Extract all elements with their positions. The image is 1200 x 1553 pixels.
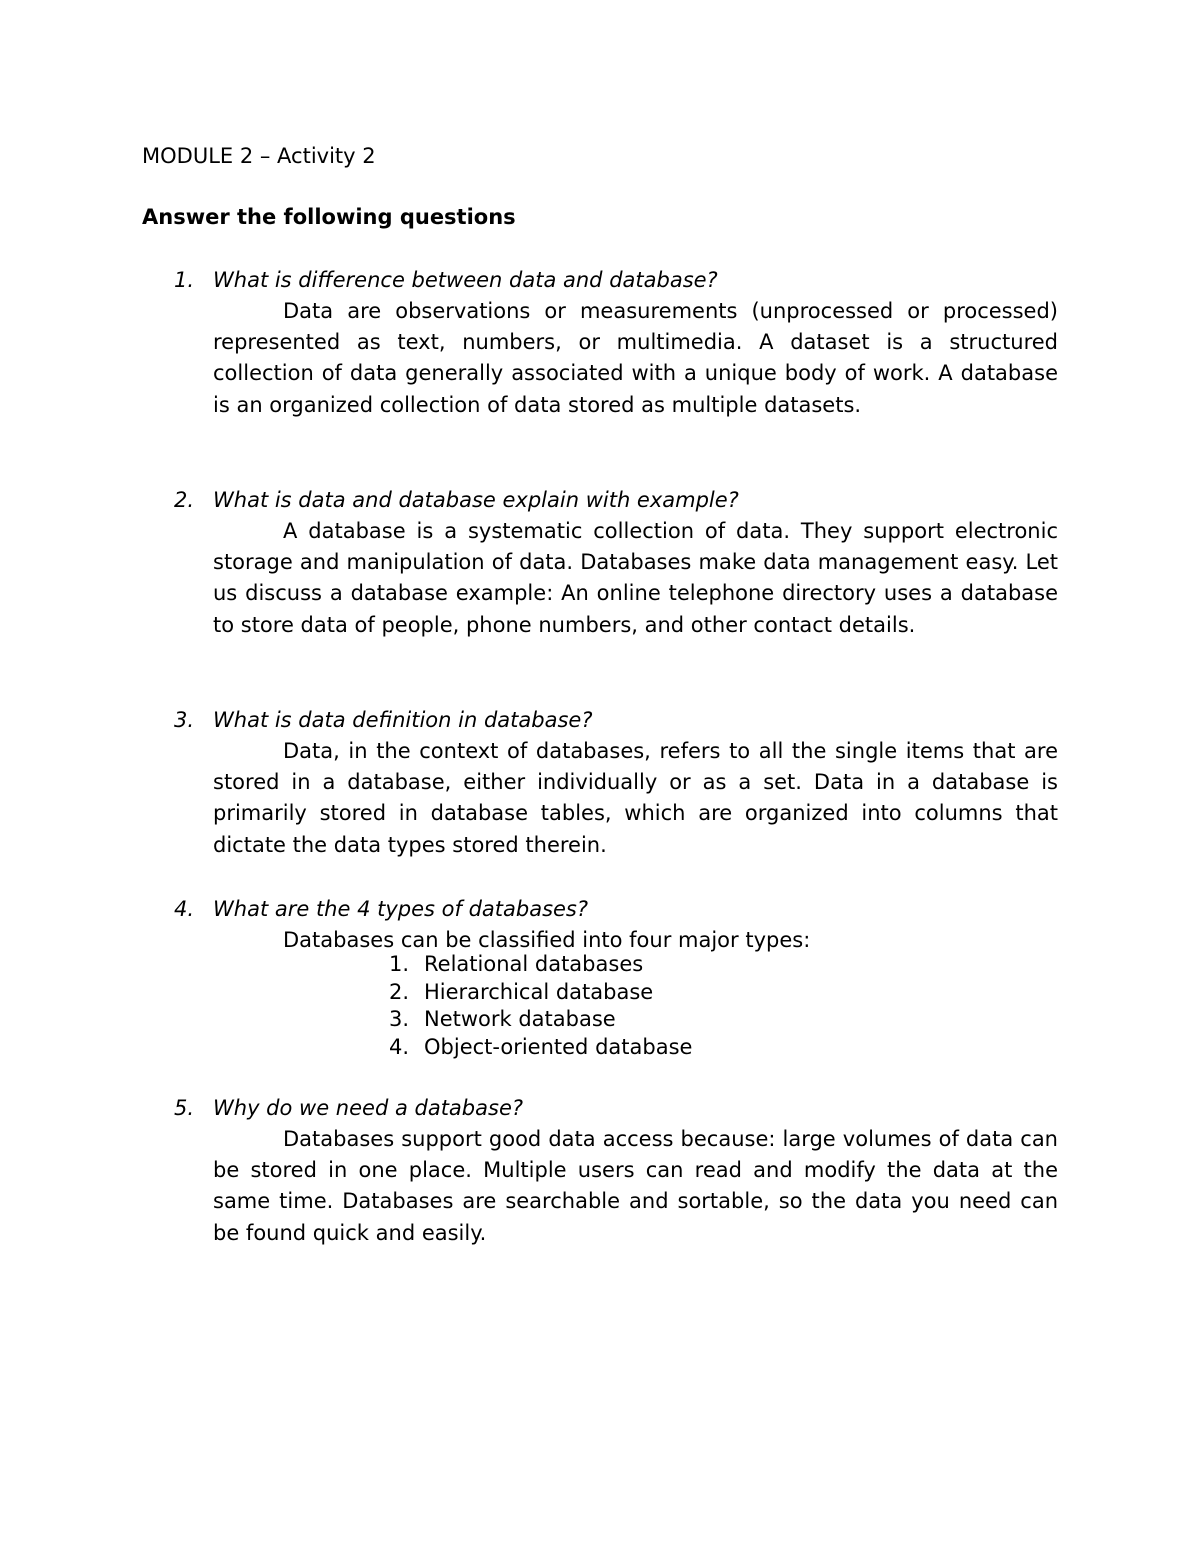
list-item-number: 4. (389, 1034, 410, 1059)
question-text: Why do we need a database? (213, 1096, 524, 1120)
list-item-number: 2. (389, 979, 410, 1004)
question-number: 1. (174, 268, 195, 292)
module-title: MODULE 2 – Activity 2 (142, 144, 376, 168)
list-item-label: Relational databases (424, 952, 644, 976)
question-text: What are the 4 types of databases? (213, 897, 589, 921)
list-item-label: Hierarchical database (424, 979, 654, 1004)
list-item-number: 1. (389, 952, 410, 976)
list-item (0, 1006, 1200, 1034)
instruction-heading: Answer the following questions (142, 205, 516, 229)
question-number: 5. (174, 1096, 195, 1120)
list-item (0, 1034, 1200, 1062)
question-number: 4. (174, 897, 195, 921)
list-item-label: Object-oriented database (424, 1034, 693, 1059)
database-types-list (0, 951, 1200, 1061)
question-number: 3. (174, 708, 195, 732)
question-text: What is difference between data and database? (213, 268, 718, 292)
answer-text: Databases support good data access because: large volumes of data can be stored in one place. Multiple users can read and modify the data at the same time. Databases are searchable and sortable, so the data you need can be found quick and easily. (213, 1127, 1058, 1245)
database-types-intro: Databases can be classified into four major types: (283, 928, 811, 952)
question-number: 2. (174, 488, 195, 512)
question-text: What is data and database explain with example? (213, 488, 739, 512)
list-item (0, 979, 1200, 1007)
answer-text: Data, in the context of databases, refers to all the single items that are stored in a database, either individually or as a set. Data in a database is primarily stored in database tables, which are organized into columns that dictate the data types stored therein. (213, 739, 1058, 857)
list-item-label: Network database (424, 1007, 616, 1031)
list-item (0, 951, 1200, 979)
answer-text: A database is a systematic collection of data. They support electronic storage and manipulation of data. Databases make data management easy. Let us discuss a database example: An online telephone directory uses a database to store data of people, phone numbers, and other contact details. (213, 519, 1058, 637)
answer-text: Data are observations or measurements (unprocessed or processed) represented as text, numbers, or multimedia. A dataset is a structured collection of data generally associated with a unique body of work. A database is an organized collection of data stored as multiple datasets. (213, 299, 1058, 417)
question-text: What is data definition in database? (213, 708, 593, 732)
list-item-number: 3. (389, 1007, 410, 1031)
